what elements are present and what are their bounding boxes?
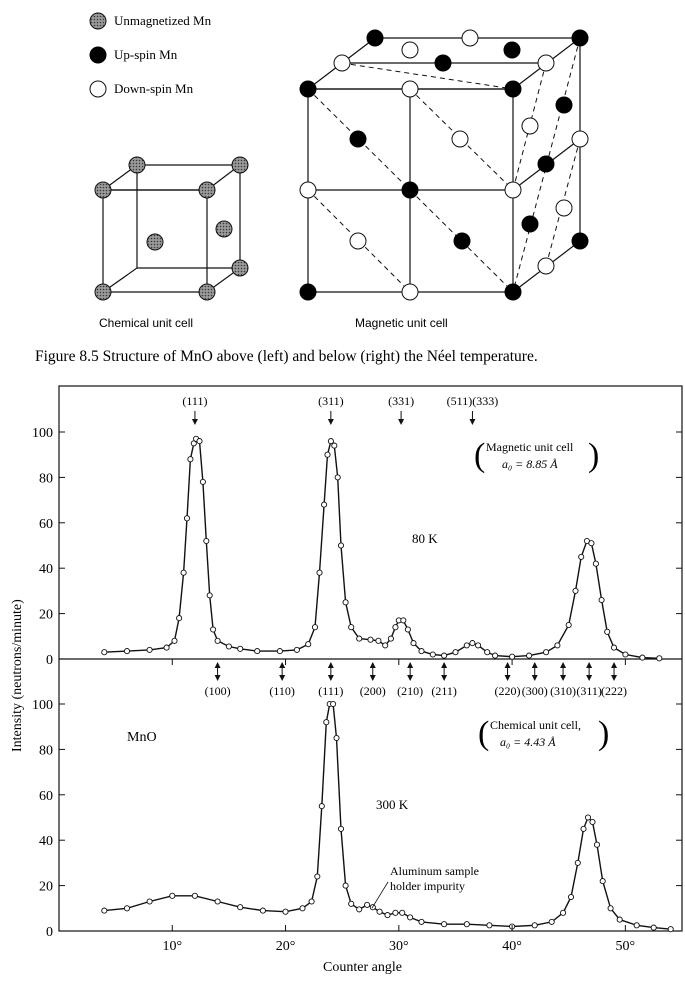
data-point	[401, 618, 406, 623]
data-point	[593, 561, 598, 566]
data-point	[470, 641, 475, 646]
y-tick-label: 20	[39, 879, 53, 895]
data-point	[334, 735, 339, 740]
data-point	[411, 641, 416, 646]
data-point	[200, 479, 205, 484]
x-tick-label: 30°	[389, 939, 409, 954]
data-point	[532, 923, 537, 928]
magnetic-peak-label: (511)(333)	[446, 394, 499, 408]
chemical-peak-label: (220)	[494, 684, 521, 698]
arrowhead-up	[505, 662, 511, 668]
data-point	[566, 622, 571, 627]
data-point	[419, 649, 424, 654]
chemical-cell-caption: Chemical unit cell	[99, 316, 194, 330]
data-point	[419, 919, 424, 924]
y-tick-label: 20	[39, 607, 53, 623]
data-point	[476, 643, 481, 648]
data-point	[600, 879, 605, 884]
arrowhead-up	[215, 662, 221, 668]
data-point	[527, 653, 532, 658]
impurity-line-1: Aluminum sample	[390, 864, 479, 878]
y-tick-label: 80	[39, 743, 53, 759]
data-point	[315, 874, 320, 879]
magnetic-peak-arrowhead	[328, 419, 334, 425]
data-point	[124, 649, 129, 654]
y-tick-label: 60	[39, 516, 53, 532]
legend-up-spin-label: Up-spin Mn	[114, 47, 178, 62]
y-tick-label: 80	[39, 471, 53, 487]
data-point	[207, 593, 212, 598]
paren-right-2: )	[598, 715, 610, 752]
data-point	[464, 922, 469, 927]
data-point	[487, 923, 492, 928]
magnetic-peak-arrowhead	[398, 419, 404, 425]
data-point	[585, 815, 590, 820]
chemical-box-line-2: a₀ = 4.43 Å	[500, 735, 556, 749]
magnetic-peak-arrowhead	[469, 419, 475, 425]
data-point	[493, 653, 498, 658]
data-point	[377, 909, 382, 914]
arrowhead-down	[328, 675, 334, 681]
arrowhead-up	[560, 662, 566, 668]
x-tick-label: 10°	[162, 939, 183, 954]
arrowhead-down	[215, 675, 221, 681]
arrowhead-down	[279, 675, 285, 681]
arrowhead-up	[370, 662, 376, 668]
y-tick-label: 40	[39, 562, 53, 578]
data-point	[331, 701, 336, 706]
panel-300k	[32, 659, 682, 954]
chemical-peak-label: (211)	[431, 684, 457, 698]
data-point	[188, 457, 193, 462]
data-point	[325, 452, 330, 457]
data-point	[568, 894, 573, 899]
data-point	[322, 502, 327, 507]
y-tick-label: 0	[46, 925, 53, 940]
data-point	[442, 922, 447, 927]
data-point	[555, 643, 560, 648]
data-point	[215, 899, 220, 904]
magnetic-box-line-2: a₀ = 8.85 Å	[502, 457, 558, 471]
chemical-peak-label: (100)	[204, 684, 231, 698]
arrowhead-up	[586, 662, 592, 668]
data-point	[365, 902, 370, 907]
data-point	[306, 642, 311, 647]
x-tick-label: 50°	[615, 939, 636, 954]
data-point	[561, 910, 566, 915]
arrowhead-up	[407, 662, 413, 668]
arrowhead-up	[532, 662, 538, 668]
label-300k: 300 K	[376, 797, 409, 812]
chemical-box-line-1: Chemical unit cell,	[490, 718, 581, 732]
chemical-peak-label: (310)	[550, 684, 577, 698]
data-point	[177, 616, 182, 621]
data-point	[651, 925, 656, 930]
data-point	[453, 650, 458, 655]
data-point	[575, 860, 580, 865]
legend-unmagnetized-label: Unmagnetized Mn	[114, 13, 212, 28]
chemical-peak-label: (111)	[318, 684, 344, 698]
data-point	[335, 475, 340, 480]
magnetic-peak-label: (331)	[388, 394, 415, 408]
data-point	[623, 652, 628, 657]
data-point	[328, 439, 333, 444]
data-point	[611, 645, 616, 650]
data-point	[657, 656, 662, 661]
chemical-peak-label: (210)	[397, 684, 424, 698]
magnetic-peak-label: (111)	[182, 394, 208, 408]
legend-down-spin-label: Down-spin Mn	[114, 81, 194, 96]
data-point	[170, 893, 175, 898]
data-point	[594, 842, 599, 847]
data-point	[147, 899, 152, 904]
chemical-peak-label: (300)	[521, 684, 548, 698]
chemical-peak-label: (311)	[576, 684, 602, 698]
y-tick-label: 100	[32, 698, 53, 713]
y-tick-label: 40	[39, 834, 53, 850]
data-point	[283, 909, 288, 914]
data-point	[312, 625, 317, 630]
data-point	[383, 643, 388, 648]
arrowhead-down	[586, 675, 592, 681]
x-axis-title: Counter angle	[323, 960, 402, 975]
x-tick-label: 40°	[502, 939, 522, 954]
data-point	[215, 638, 220, 643]
data-point	[485, 650, 490, 655]
arrowhead-down	[611, 675, 617, 681]
arrowhead-down	[370, 675, 376, 681]
magnetic-box-line-1: Magnetic unit cell	[486, 440, 574, 454]
data-point	[617, 917, 622, 922]
data-point	[309, 899, 314, 904]
data-point	[102, 908, 107, 913]
data-point	[388, 636, 393, 641]
data-point	[349, 625, 354, 630]
data-point	[608, 906, 613, 911]
data-point	[211, 627, 216, 632]
y-axis-title: Intensity (neutrons/minute)	[10, 599, 25, 752]
data-point	[192, 893, 197, 898]
arrowhead-down	[407, 675, 413, 681]
data-point	[634, 923, 639, 928]
data-point	[255, 649, 260, 654]
data-point	[317, 570, 322, 575]
data-point	[226, 644, 231, 649]
data-point	[184, 516, 189, 521]
data-point	[590, 819, 595, 824]
data-point	[294, 647, 299, 652]
data-point	[332, 443, 337, 448]
legend-unmagnetized-marker	[90, 13, 106, 29]
data-point	[400, 910, 405, 915]
magnetic-peak-arrowhead	[192, 419, 198, 425]
data-point	[124, 906, 129, 911]
arrowhead-up	[441, 662, 447, 668]
data-point	[204, 538, 209, 543]
data-point	[357, 907, 362, 912]
data-point	[238, 905, 243, 910]
data-point	[408, 915, 413, 920]
data-point	[430, 652, 435, 657]
data-point	[300, 906, 305, 911]
y-tick-label: 0	[46, 653, 53, 668]
magnetic-cell-box	[474, 437, 599, 474]
data-point	[581, 826, 586, 831]
data-point	[343, 883, 348, 888]
arrowhead-down	[532, 675, 538, 681]
arrowhead-up	[611, 662, 617, 668]
data-point	[393, 910, 398, 915]
data-point	[544, 650, 549, 655]
data-point	[509, 654, 514, 659]
intensity-curve	[104, 439, 659, 659]
chemical-cell-box	[478, 715, 609, 752]
data-point	[599, 597, 604, 602]
data-point	[405, 627, 410, 632]
label-80k: 80 K	[412, 531, 438, 546]
legend	[90, 13, 212, 97]
chemical-peak-label: (200)	[359, 684, 386, 698]
magnetic-cell-caption: Magnetic unit cell	[355, 316, 448, 330]
data-point	[357, 636, 362, 641]
magnetic-peak-label: (311)	[318, 394, 344, 408]
arrowhead-down	[505, 675, 511, 681]
data-point	[368, 637, 373, 642]
chemical-peak-label: (110)	[269, 684, 295, 698]
sample-label: MnO	[127, 730, 157, 745]
data-point	[197, 439, 202, 444]
arrowhead-down	[441, 675, 447, 681]
arrowhead-up	[279, 662, 285, 668]
data-point	[260, 908, 265, 913]
data-point	[605, 629, 610, 634]
data-point	[343, 600, 348, 605]
data-point	[319, 804, 324, 809]
data-point	[668, 927, 673, 932]
data-point	[442, 653, 447, 658]
data-point	[579, 554, 584, 559]
data-point	[376, 638, 381, 643]
data-point	[338, 826, 343, 831]
data-point	[147, 647, 152, 652]
data-point	[573, 588, 578, 593]
impurity-pointer	[372, 882, 388, 908]
figure-caption: Figure 8.5 Structure of MnO above (left) and below (right) the Néel temperature.	[35, 348, 538, 365]
data-point	[385, 913, 390, 918]
paren-left: (	[474, 437, 486, 474]
data-point	[464, 643, 469, 648]
y-tick-label: 60	[39, 788, 53, 804]
data-point	[102, 650, 107, 655]
data-point	[338, 543, 343, 548]
data-point	[181, 570, 186, 575]
data-point	[172, 638, 177, 643]
data-point	[640, 655, 645, 660]
data-point	[324, 720, 329, 725]
paren-left-2: (	[478, 715, 490, 752]
paren-right: )	[588, 437, 600, 474]
legend-up-spin-marker	[90, 47, 106, 63]
data-point	[238, 646, 243, 651]
data-point	[349, 901, 354, 906]
y-tick-label: 100	[32, 426, 53, 441]
data-point	[549, 919, 554, 924]
impurity-annotation	[372, 864, 479, 908]
impurity-line-2: holder impurity	[390, 879, 465, 893]
x-tick-label: 20°	[275, 939, 296, 954]
arrowhead-down	[560, 675, 566, 681]
arrowhead-up	[328, 662, 334, 668]
data-point	[164, 645, 169, 650]
data-point	[277, 649, 282, 654]
panel-80k	[32, 394, 682, 698]
data-point	[393, 625, 398, 630]
data-point	[589, 541, 594, 546]
chemical-peak-label: (222)	[601, 684, 628, 698]
legend-down-spin-marker	[90, 81, 106, 97]
